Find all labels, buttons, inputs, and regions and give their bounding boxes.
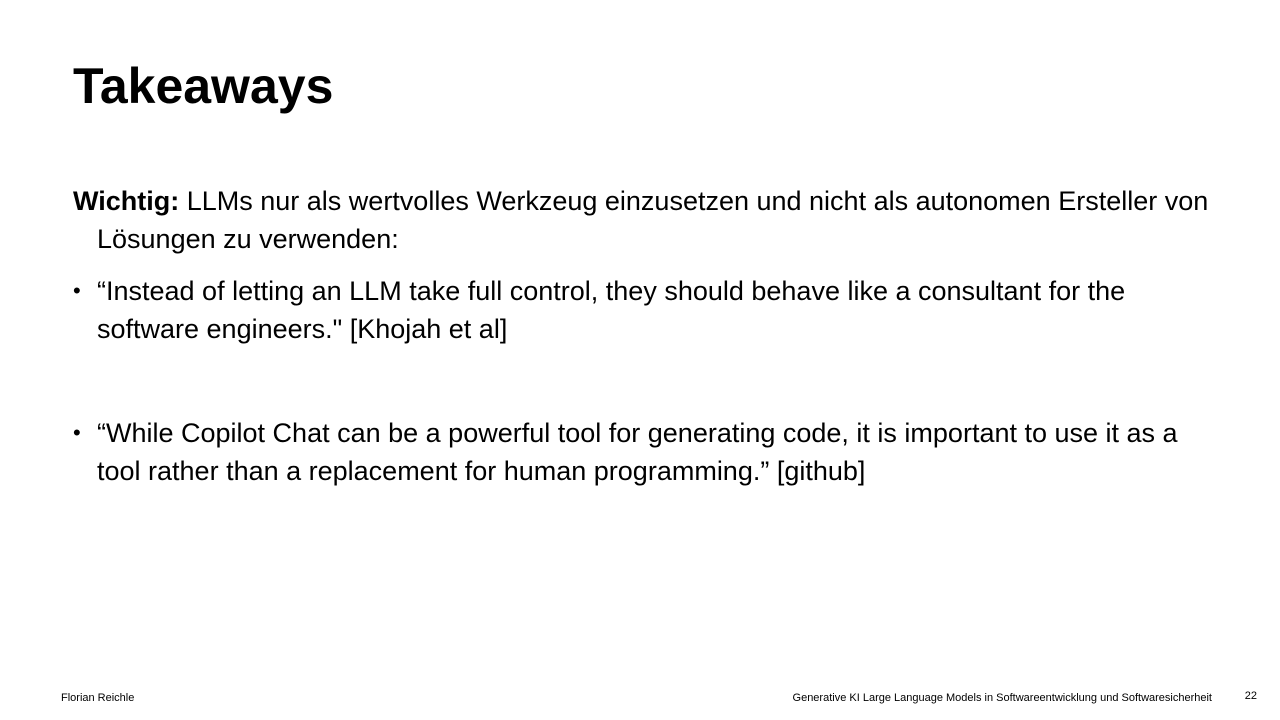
bullet-marker: • bbox=[73, 278, 81, 303]
page-number: 22 bbox=[1244, 690, 1257, 702]
intro-label: Wichtig: bbox=[73, 186, 180, 216]
footer-talk-title: Generative KI Large Language Models in Softwareentwicklung und Softwaresicherheit bbox=[792, 692, 1212, 704]
bullet-text: “While Copilot Chat can be a powerful tool for generating code, it is important to use it as a tool rather than a replacement for human programming.” [github] bbox=[97, 418, 1178, 486]
bullet-item bbox=[73, 414, 1203, 490]
bullet-marker: • bbox=[73, 420, 81, 445]
intro-paragraph bbox=[73, 182, 1227, 258]
bullet-item bbox=[73, 272, 1203, 348]
bullet-text: “Instead of letting an LLM take full control, they should behave like a consultant for the software engineers." [Khojah et al] bbox=[97, 276, 1126, 344]
intro-text: LLMs nur als wertvolles Werkzeug einzusetzen und nicht als autonomen Ersteller von Lösungen zu verwenden: bbox=[97, 186, 1209, 254]
slide-title: Takeaways bbox=[73, 58, 334, 114]
footer-author: Florian Reichle bbox=[61, 692, 135, 704]
